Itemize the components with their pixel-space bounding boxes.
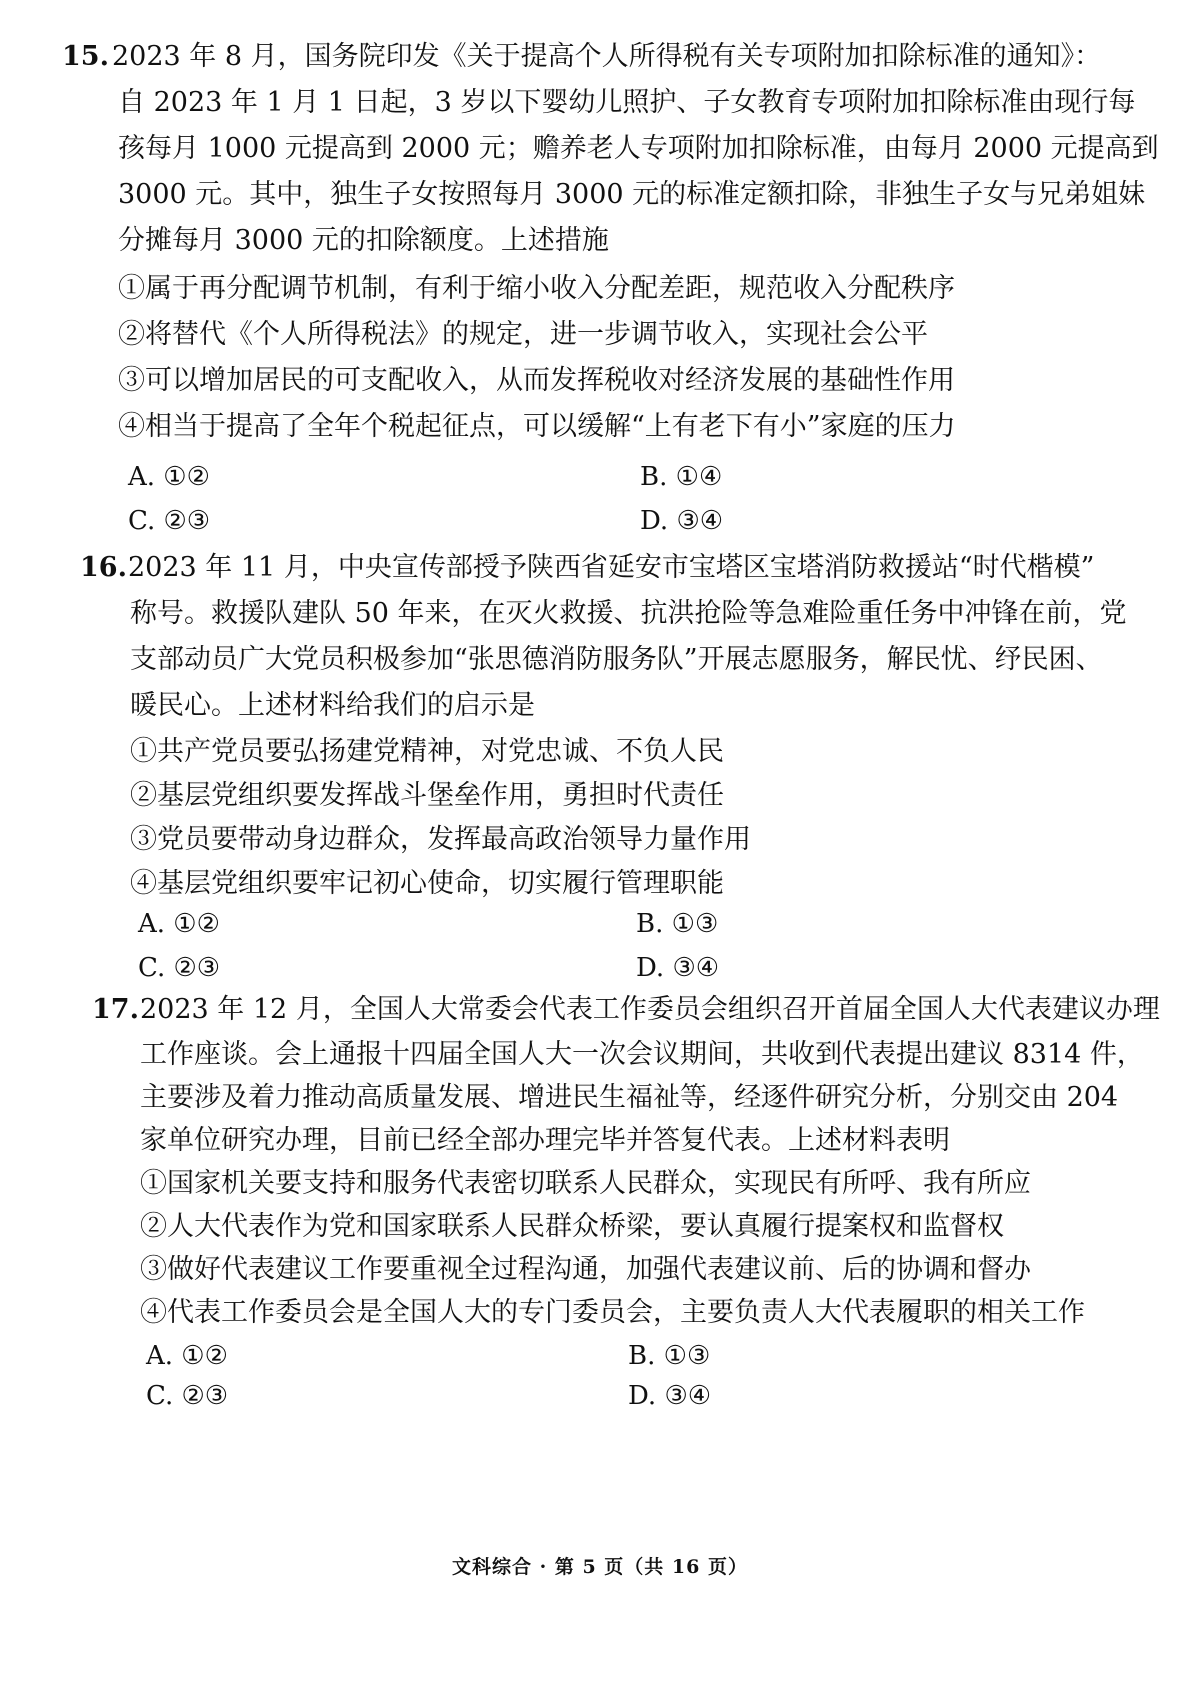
question-stem-line: 自 2023 年 1 月 1 日起，3 岁以下婴幼儿照护、子女教育专项附加扣除标准由现行每 — [118, 87, 1136, 118]
statement-3: ③党员要带动身边群众，发挥最高政治领导力量作用 — [130, 824, 751, 855]
question-stem-line: 暖民心。上述材料给我们的启示是 — [130, 690, 535, 721]
question-number: 15. — [62, 41, 109, 72]
option-a[interactable]: A. ①② — [128, 462, 210, 492]
statement-2: ②将替代《个人所得税法》的规定，进一步调节收入，实现社会公平 — [118, 319, 928, 350]
option-c[interactable]: C. ②③ — [146, 1381, 229, 1411]
question-stem-line: 称号。救援队建队 50 年来，在灭火救援、抗洪抢险等急难险重任务中冲锋在前，党 — [130, 598, 1127, 629]
option-b[interactable]: B. ①③ — [636, 909, 719, 939]
statement-4: ④代表工作委员会是全国人大的专门委员会，主要负责人大代表履职的相关工作 — [140, 1297, 1085, 1328]
question-stem-line: 2023 年 8 月，国务院印发《关于提高个人所得税有关专项附加扣除标准的通知》： — [112, 41, 1102, 72]
option-c[interactable]: C. ②③ — [128, 506, 211, 536]
question-stem-line: 主要涉及着力推动高质量发展、增进民生福祉等，经逐件研究分析，分别交由 204 — [140, 1082, 1119, 1113]
statement-4: ④基层党组织要牢记初心使命，切实履行管理职能 — [130, 868, 724, 899]
option-c[interactable]: C. ②③ — [138, 953, 221, 983]
question-stem-line: 3000 元。其中，独生子女按照每月 3000 元的标准定额扣除，非独生子女与兄弟姐妹 — [118, 179, 1146, 210]
statement-3: ③可以增加居民的可支配收入，从而发挥税收对经济发展的基础性作用 — [118, 365, 955, 396]
option-d[interactable]: D. ③④ — [628, 1381, 712, 1411]
question-stem-line: 孩每月 1000 元提高到 2000 元；赡养老人专项附加扣除标准，由每月 2000 元提高到 — [118, 133, 1159, 164]
option-b[interactable]: B. ①③ — [628, 1341, 711, 1371]
statement-1: ①属于再分配调节机制，有利于缩小收入分配差距，规范收入分配秩序 — [118, 273, 955, 304]
statement-2: ②人大代表作为党和国家联系人民群众桥梁，要认真履行提案权和监督权 — [140, 1211, 1004, 1242]
option-b[interactable]: B. ①④ — [640, 462, 723, 492]
statement-1: ①国家机关要支持和服务代表密切联系人民群众，实现民有所呼、我有所应 — [140, 1168, 1031, 1199]
option-a[interactable]: A. ①② — [138, 909, 220, 939]
option-d[interactable]: D. ③④ — [640, 506, 724, 536]
question-stem-line: 支部动员广大党员积极参加“张思德消防服务队”开展志愿服务，解民忧、纾民困、 — [130, 644, 1103, 675]
question-stem-line: 工作座谈。会上通报十四届全国人大一次会议期间，共收到代表提出建议 8314 件， — [140, 1039, 1144, 1070]
statement-2: ②基层党组织要发挥战斗堡垒作用，勇担时代责任 — [130, 780, 724, 811]
option-d[interactable]: D. ③④ — [636, 953, 720, 983]
statement-3: ③做好代表建议工作要重视全过程沟通，加强代表建议前、后的协调和督办 — [140, 1254, 1031, 1285]
page-footer: 文科综合 · 第 5 页（共 16 页） — [452, 1556, 748, 1578]
option-a[interactable]: A. ①② — [146, 1341, 228, 1371]
question-stem-line: 2023 年 12 月，全国人大常委会代表工作委员会组织召开首届全国人大代表建议办理 — [140, 994, 1160, 1025]
question-number: 17. — [92, 994, 139, 1025]
statement-1: ①共产党员要弘扬建党精神，对党忠诚、不负人民 — [130, 736, 724, 767]
question-number: 16. — [80, 552, 127, 583]
question-stem-line: 分摊每月 3000 元的扣除额度。上述措施 — [118, 225, 609, 256]
statement-4: ④相当于提高了全年个税起征点，可以缓解“上有老下有小”家庭的压力 — [118, 411, 956, 442]
question-stem-line: 家单位研究办理，目前已经全部办理完毕并答复代表。上述材料表明 — [140, 1125, 950, 1156]
question-stem-line: 2023 年 11 月，中央宣传部授予陕西省延安市宝塔区宝塔消防救援站“时代楷模” — [128, 552, 1095, 583]
